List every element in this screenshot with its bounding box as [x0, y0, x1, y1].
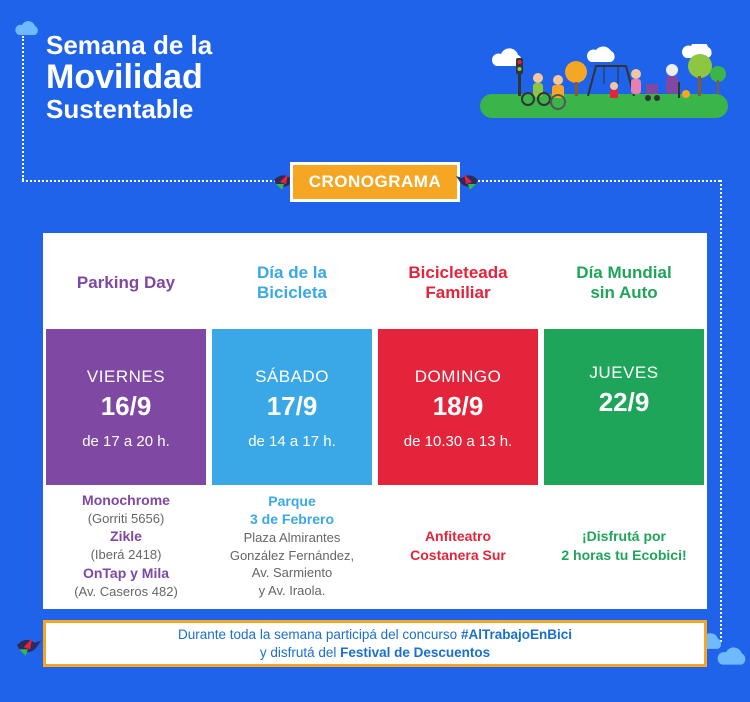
- event-time: de 17 a 20 h.: [82, 433, 170, 450]
- event-schedule: [544, 329, 704, 485]
- event-date: 16/9: [100, 391, 152, 421]
- place-line: Plaza Almirantes: [243, 530, 341, 546]
- event-location: [544, 485, 704, 606]
- cloud-icon: [716, 646, 748, 666]
- place-line: Av. Sarmiento: [251, 565, 333, 581]
- place-name: Parque: [268, 492, 316, 509]
- footer-line-2: [46, 644, 704, 662]
- dotted-line-right-h: [470, 180, 720, 182]
- event-location: [378, 485, 538, 606]
- title-line-1: Semana de la: [46, 30, 213, 60]
- cloud-icon: [14, 20, 40, 36]
- title-line-2: Movilidad: [46, 58, 203, 96]
- footer-text: Durante toda la semana participá del concurso: [178, 627, 461, 642]
- hashtag: #AlTrabajoEnBici: [460, 627, 572, 642]
- event-day: SÁBADO: [255, 367, 329, 386]
- cloud-icon: [492, 44, 712, 66]
- event-card-dia-bicicleta: [209, 233, 375, 609]
- venue-address: (Iberá 2418): [90, 547, 162, 563]
- place-name: 3 de Febrero: [249, 511, 335, 528]
- event-schedule: [378, 329, 538, 485]
- event-schedule: [46, 329, 206, 485]
- place-line: ¡Disfrutá por: [582, 527, 666, 544]
- title-line-3: Sustentable: [46, 94, 194, 124]
- dotted-line-left-h: [22, 180, 284, 182]
- venue-name: Monochrome: [82, 491, 170, 508]
- event-day: JUEVES: [589, 363, 659, 382]
- event-title: Bicicleteada Familiar: [378, 236, 538, 329]
- event-title: Día Mundial sin Auto: [544, 236, 704, 329]
- event-title: Parking Day: [46, 236, 206, 329]
- footer-line-1: [46, 626, 704, 644]
- event-card-dia-sin-auto: [541, 233, 707, 609]
- event-title: Día de la Bicicleta: [212, 236, 372, 329]
- event-day: DOMINGO: [414, 367, 502, 386]
- event-time: de 14 a 17 h.: [248, 433, 336, 450]
- place-line: 2 horas tu Ecobici!: [561, 546, 687, 563]
- venue-name: OnTap y Mila: [82, 564, 170, 581]
- place-line: González Fernández,: [229, 547, 355, 563]
- event-location: [212, 485, 372, 606]
- event-day: VIERNES: [86, 367, 166, 386]
- cronograma-badge: CRONOGRAMA: [290, 162, 460, 202]
- event-date: 18/9: [432, 391, 484, 421]
- footer-banner: [43, 620, 707, 667]
- footer-text: y disfrutá del: [259, 645, 341, 660]
- event-card-bicicleteada: [375, 233, 541, 609]
- event-date: 22/9: [598, 387, 650, 417]
- bird-icon: [14, 634, 44, 658]
- venue-name: Zikle: [110, 528, 142, 545]
- event-schedule: [212, 329, 372, 485]
- place-line: y Av. Iraola.: [258, 582, 326, 598]
- dotted-line-left: [22, 36, 24, 180]
- venue-address: (Gorriti 5656): [87, 510, 165, 526]
- event-location: [46, 485, 206, 606]
- place-line: Anfiteatro: [424, 527, 492, 544]
- festival-label: Festival de Descuentos: [340, 645, 491, 660]
- place-line: Costanera Sur: [410, 546, 506, 563]
- venue-address: (Av. Caseros 482): [74, 583, 178, 599]
- dotted-line-right: [720, 180, 722, 642]
- event-card-parking-day: [43, 233, 209, 609]
- park-illustration: [476, 44, 731, 124]
- event-date: 17/9: [266, 391, 318, 421]
- bird-icon: [454, 170, 480, 192]
- event-time: de 10.30 a 13 h.: [403, 433, 513, 450]
- page-title: [46, 32, 212, 122]
